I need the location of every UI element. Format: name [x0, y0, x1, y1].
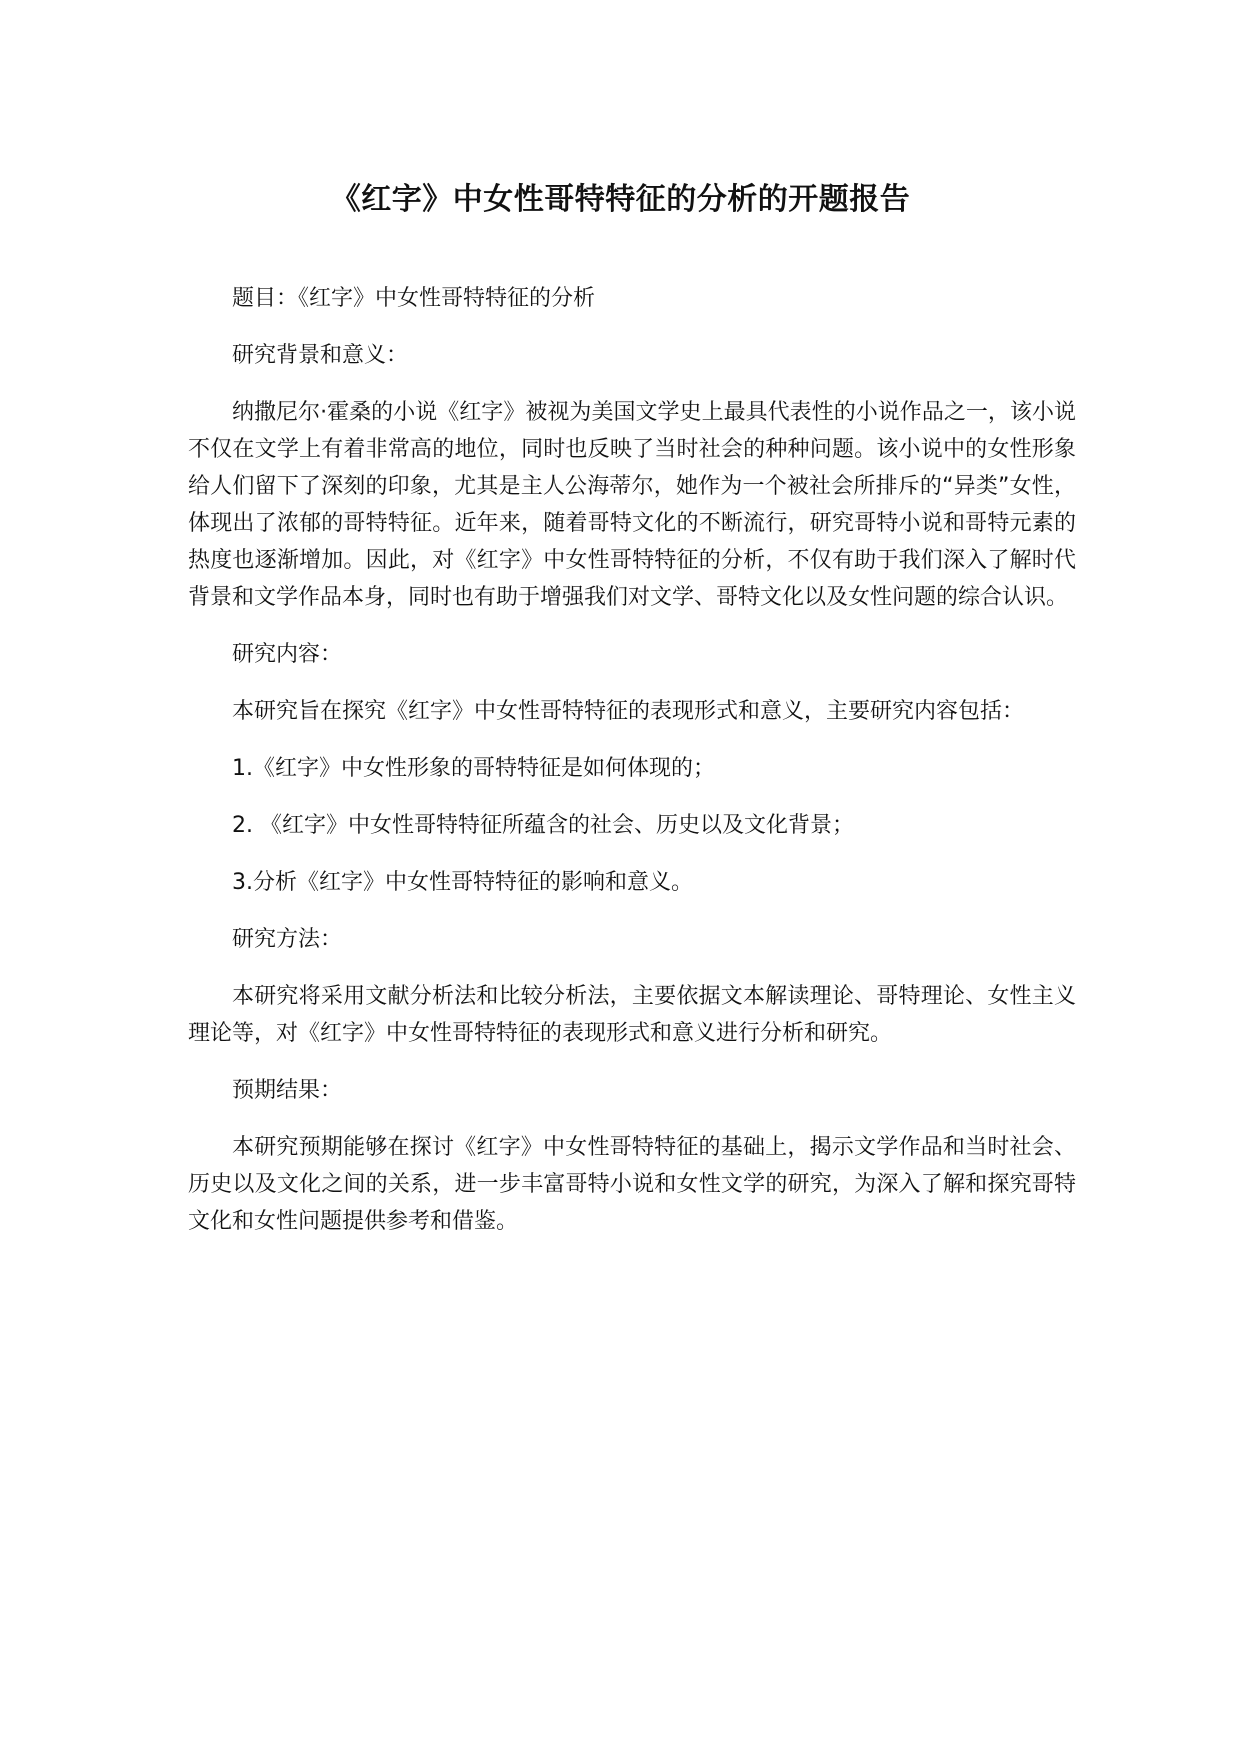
- content-item-2: 2. 《红字》中女性哥特特征所蕴含的社会、历史以及文化背景；: [232, 813, 854, 838]
- method-label: 研究方法：: [232, 927, 343, 952]
- document-title: 《红字》中女性哥特特征的分析的开题报告: [330, 182, 911, 217]
- topic-line: 题目：《红字》中女性哥特特征的分析: [232, 286, 596, 311]
- result-label: 预期结果：: [232, 1078, 343, 1103]
- method-paragraph: 本研究将采用文献分析法和比较分析法，主要依据文本解读理论、哥特理论、女性主义理论等，对《红字》中女性哥特特征的表现形式和意义进行分析和研究。: [188, 984, 1076, 1046]
- content-label: 研究内容：: [232, 642, 343, 667]
- background-paragraph: 纳撒尼尔·霍桑的小说《红字》被视为美国文学史上最具代表性的小说作品之一，该小说不仅在文学上有着非常高的地位，同时也反映了当时社会的种种问题。该小说中的女性形象给人们留下了深刻的印象，尤其是主人公海蒂尔，她作为一个被社会所排斥的“异类”女性，体现出了浓郁的哥特特征。近年来，随着哥特文化的不断流行，研究哥特小说和哥特元素的热度也逐渐增加。因此，对《红字》中女性哥特特征的分析，不仅有助于我们深入了解时代背景和文学作品本身，同时也有助于增强我们对文学、哥特文化以及女性问题的综合认识。: [188, 400, 1076, 610]
- document-body: [188, 280, 1076, 1260]
- content-intro-paragraph: 本研究旨在探究《红字》中女性哥特特征的表现形式和意义，主要研究内容包括：: [232, 699, 1025, 724]
- background-label: 研究背景和意义：: [232, 343, 409, 368]
- result-paragraph: 本研究预期能够在探讨《红字》中女性哥特特征的基础上，揭示文学作品和当时社会、历史以及文化之间的关系，进一步丰富哥特小说和女性文学的研究，为深入了解和探究哥特文化和女性问题提供参考和借鉴。: [188, 1135, 1076, 1234]
- content-item-3: 3.分析《红字》中女性哥特特征的影响和意义。: [232, 870, 693, 895]
- content-item-1: 1.《红字》中女性形象的哥特特征是如何体现的；: [232, 756, 715, 781]
